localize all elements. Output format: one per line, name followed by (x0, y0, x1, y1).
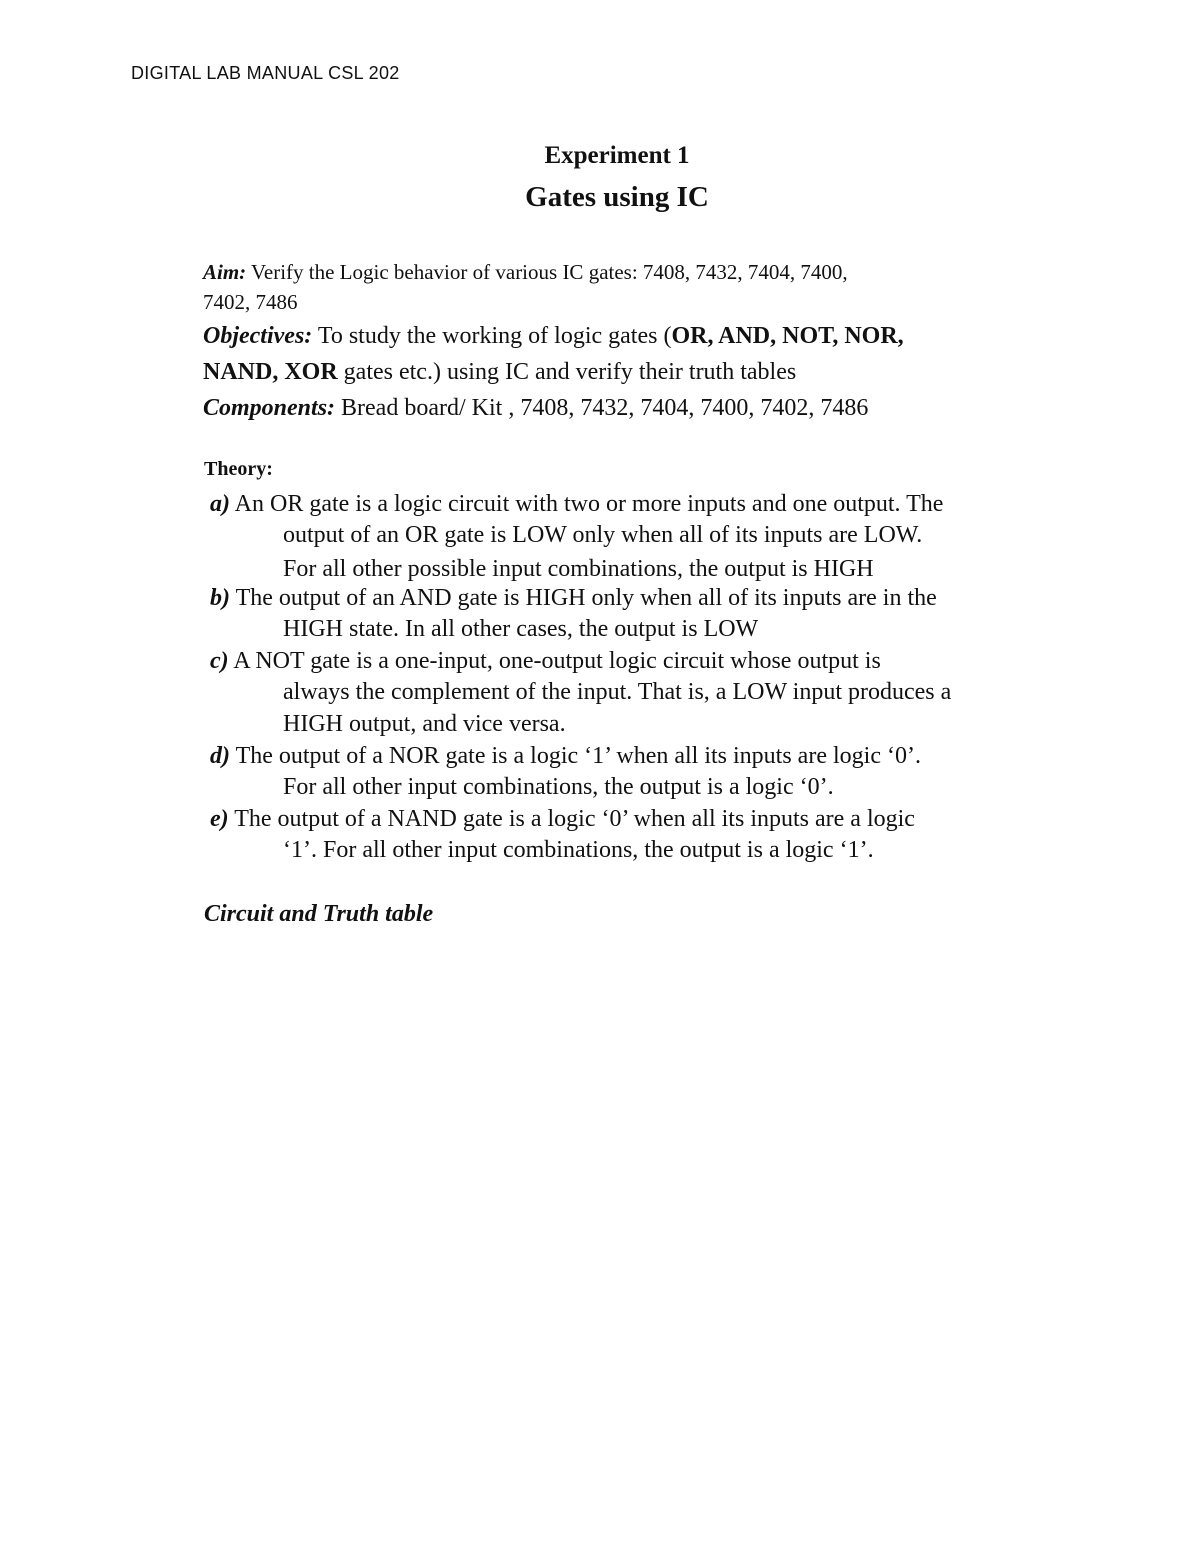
objectives-text: To study the working of logic gates ( (312, 323, 672, 349)
objectives-text-2: gates etc.) using IC and verify their truth tables (337, 359, 797, 385)
theory-item-e (210, 806, 915, 833)
components-line (203, 395, 868, 422)
theory-b-line-2: HIGH state. In all other cases, the output is LOW (283, 616, 759, 642)
aim-label: Aim: (203, 260, 247, 284)
theory-item-a (210, 491, 943, 518)
objectives-line-1 (203, 323, 904, 350)
theory-item-b (210, 585, 937, 612)
theory-marker-a: a) (210, 491, 230, 517)
theory-a-line-1: An OR gate is a logic circuit with two or more inputs and one output. The (230, 491, 944, 517)
components-text: Bread board/ Kit , 7408, 7432, 7404, 7400, 7402, 7486 (335, 395, 869, 421)
objectives-line-2 (203, 359, 796, 386)
objectives-label: Objectives: (203, 323, 313, 349)
theory-c-line-2: always the complement of the input. That is, a LOW input produces a (283, 679, 952, 705)
theory-b-line-1: The output of an AND gate is HIGH only when all of its inputs are in the (230, 585, 937, 611)
page-header: DIGITAL LAB MANUAL CSL 202 (131, 63, 400, 83)
aim-text: Verify the Logic behavior of various IC gates: 7408, 7432, 7404, 7400, (246, 260, 848, 284)
theory-item-d (210, 743, 921, 770)
objectives-gates: OR, AND, NOT, NOR, (671, 323, 904, 349)
theory-marker-b: b) (210, 585, 230, 611)
theory-e-line-1: The output of a NAND gate is a logic ‘0’ when all its inputs are a logic (228, 806, 915, 832)
theory-a-line-3: For all other possible input combinations, the output is HIGH (283, 556, 874, 582)
theory-d-line-1: The output of a NOR gate is a logic ‘1’ when all its inputs are logic ‘0’. (230, 743, 921, 769)
aim-line-2: 7402, 7486 (203, 290, 298, 314)
components-label: Components: (203, 395, 336, 421)
experiment-title: Gates using IC (525, 181, 709, 213)
theory-e-line-2: ‘1’. For all other input combinations, the output is a logic ‘1’. (283, 837, 874, 863)
theory-item-c (210, 648, 881, 675)
theory-c-line-1: A NOT gate is a one-input, one-output logic circuit whose output is (228, 648, 881, 674)
theory-marker-e: e) (210, 806, 229, 832)
aim-line-1 (203, 260, 848, 285)
theory-marker-c: c) (210, 648, 229, 674)
theory-d-line-2: For all other input combinations, the output is a logic ‘0’. (283, 774, 834, 800)
theory-c-line-3: HIGH output, and vice versa. (283, 711, 566, 737)
experiment-number: Experiment 1 (544, 142, 690, 169)
theory-marker-d: d) (210, 743, 230, 769)
circuit-title: Circuit and Truth table (204, 901, 434, 927)
theory-title: Theory: (204, 458, 273, 480)
objectives-gates-2: NAND, XOR (203, 359, 338, 385)
theory-a-line-2: output of an OR gate is LOW only when all of its inputs are LOW. (283, 522, 923, 548)
